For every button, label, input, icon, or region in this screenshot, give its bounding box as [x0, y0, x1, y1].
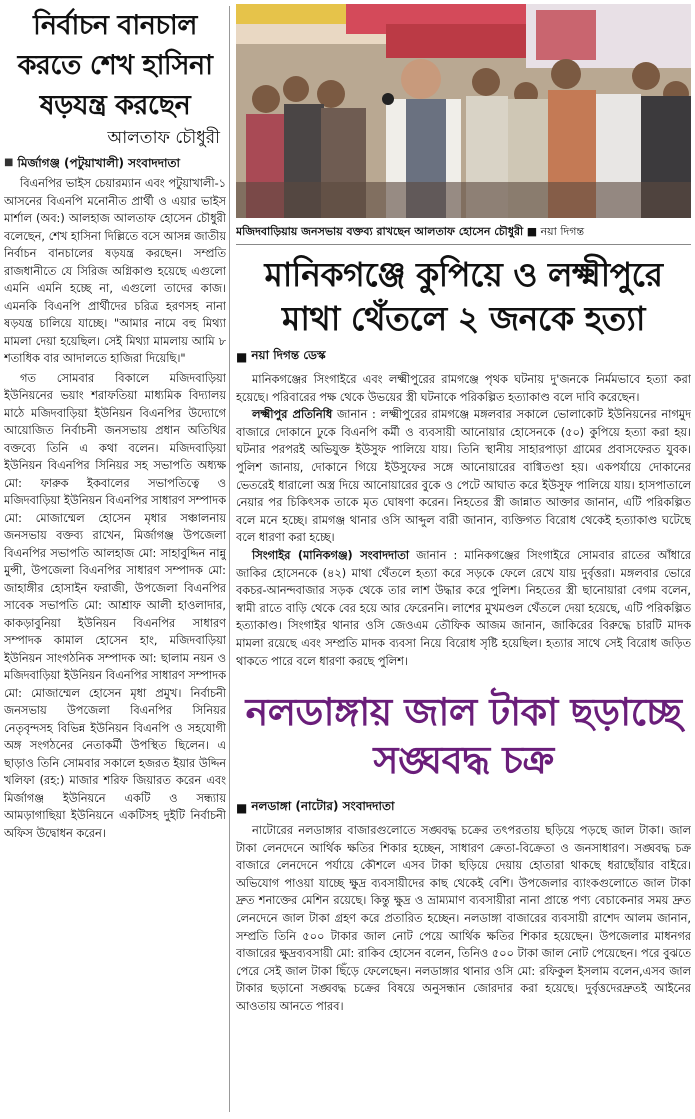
article-two-p2-body: জানান : লক্ষ্মীপুরের রামগঞ্জে মঙ্গলবার সকালে ভোলাকোট ইউনিয়নের নাগমুদ বাজারে দোকানে ঢুকে বিএনপি কর্মী ও ব্যবসায়ী আনোয়ার হোসেনকে (৫০) কুপিয়ে হত্যা করা হয়। ঘটনার পরপরই অভিযুক্ত ইউসুফ পালিয়ে যায়। তিনি স্থানীয় সাহারপাড়া গ্রামের প্রবাসফেরত যুবক। পুলিশ জানায়, দোকানে গিয়ে ইউসুফের সঙ্গে আনোয়ারের বাগ্বিতণ্ডা হয়। একপর্যায়ে দোকানের ভেতরেই ধারালো অস্ত্র দিয়ে আনোয়ারের বুকে ও পেটে আঘাত করে ইউসুফ পালিয়ে যায়। হাসপাতালে নেয়ার পর চিকিৎসক তাকে মৃত ঘোষণা করেন। নিহতের স্ত্রী জান্নাত আক্তার জানান, এটি পরিকল্পিত বলে মনে হচ্ছে। রামগঞ্জ থানার ওসি আব্দুল বারী জানান, ব্যক্তিগত বিরোধ থেকেই হত্যাকাণ্ড ঘটেছে বলে ধারণা করা হচ্ছে।: [236, 408, 691, 545]
right-column: [236, 4, 691, 1116]
article-three-headline: নলডাঙ্গায় জাল টাকা ছড়াচ্ছে সঙ্ঘবদ্ধ চক্র: [245, 690, 682, 783]
bullet-icon: ■: [236, 801, 248, 816]
left-paragraph: গত সোমবার বিকালে মজিদবাড়িয়া ইউনিয়নের ভয়াং শরাফতিয়া মাধ্যমিক বিদ্যালয় মাঠে মজিদবাড়িয়া ইউনিয়ন বিএনপির উদ্যোগে আয়োজিত নির্বাচনী জনসভায় প্রধান অতিথির বক্তব্যে তিনি এ কথা বলেন। মজিদবাড়িয়া ইউনিয়ন বিএনপির সিনিয়র সহ সভাপতি অধ্যক্ষ মো: ফারুক ইকবালের সভাপতিত্বে ও মজিদবাড়িয়া ইউনিয়ন বিএনপির সাধারণ সম্পাদক মো: মোজাম্মেল হোসেন মৃধার সঞ্চালনায় জনসভায় বক্তব্য রাখেন, মির্জাগঞ্জ উপজেলা বিএনপির সভাপতি আলহাজ মো: সাহাবুদ্দিন নান্নু মুন্সী, উপজেলা বিএনপির সাধারণ সম্পাদক মো: জাহাঙ্গীর হোসাইন ফরাজী, উপজেলা বিএনপির সাবেক সভাপতি মো: আশ্রাফ আলী হাওলাদার, কাকড়াবুনিয়া ইউনিয়ন বিএনপির সাধারণ সম্পাদক কামাল হোসেন হাং, মজিদবাড়িয়া ইউনিয়ন সাংগঠনিক সম্পাদক আ: ছালাম নয়ন ও মজিদবাড়িয়া ইউনিয়ন বিএনপির সাধারণ সম্পাদক মো: মোজাম্মেল হোসেন মৃধা প্রমুখ। নির্বাচনী জনসভায় উপজেলা বিএনপির সিনিয়র নেতৃবৃন্দসহ বিভিন্ন ইউনিয়ন বিএনপি ও সহযোগী অঙ্গ সংগঠনের নেতাকর্মী উপস্থিত ছিলেন। এ ছাড়াও তিনি সোমবার সকালে হজরত ইয়ার উদ্দিন খলিফা (রহ:) মাজার শরিফ জিয়ারত করেন এবং মির্জাগঞ্জ ইউনিয়নে একটি ও সন্ধ্যায় আমড়াগাছিয়া ইউনিয়নে একটিসহ দুইটি নির্বাচনী অফিস উদ্বোধন করেন।: [4, 371, 226, 840]
article-two-desk: [236, 347, 691, 367]
left-paragraph: বিএনপির ভাইস চেয়ারম্যান এবং পটুয়াখালী-১ আসনের বিএনপি মনোনীত প্রার্থী ও এয়ার ভাইস মার্শাল (অব:) আলহাজ আলতাফ হোসেন চৌধুরী বলেছেন, শেখ হাসিনা দিল্লিতে বসে আসন্ন জাতীয় নির্বাচন বানচালের ষড়যন্ত্র করছেন। সম্প্রতি রাজধানীতে যে সিরিজ অগ্নিকাণ্ড হয়েছে এগুলো এমনি এমনি হচ্ছে না, এগুলো তাদের কাজ। এমনকি বিএনপি প্রার্থীদের চরিত্র হরণসহ নানা ষড়যন্ত্র চালিয়ে যাচ্ছে। "আমার নামে বহু মিথ্যা মামলা দেয়া হয়েছিল। সেই মিথ্যা মামলায় আমি ৮ শতাধিক বার আদালতে হাজিরা দিয়েছি।": [4, 177, 226, 365]
article-two-paragraph-2: [236, 406, 691, 547]
article-two-paragraph-3: [236, 547, 691, 670]
caption-text: মজিদবাড়িয়ায় জনসভায় বক্তব্য রাখছেন আলতাফ হোসেন চৌধুরী: [236, 225, 524, 238]
article-three-dateline-text: নলডাঙ্গা (নাটোর) সংবাদদাতা: [251, 799, 395, 814]
bullet-icon: ■: [236, 350, 248, 364]
article-two-p3-body: জানান : মানিকগঞ্জের সিংগাইরে সোমবার রাতের আঁধারে জাকির হোসেনকে (৪২) মাথা থেঁতলে হত্যা করে সড়কে ফেলে রেখে যায় দুর্বৃত্তরা। মঙ্গলবার ভোরে বকচর-আনন্দবাজার সড়ক থেকে তার লাশ উদ্ধার করে পুলিশ। নিহতের স্ত্রী ছানোয়ারা বেগম বলেন, স্বামী রাতে বাড়ি থেকে বের হয়ে আর ফেরেননি। লাশের মুখমণ্ডল থেঁতলে দেয়া হয়েছে, এটি পরিকল্পিত হত্যাকাণ্ড। সিংগাইর থানার ওসি জেওএম তৌফিক আজম জানান, জাকিরের বিরুদ্ধে চারটি মাদক মামলা রয়েছে এবং সম্প্রতি মাদক ব্যবসা নিয়ে বিরোধ সৃষ্টি হয়েছিল। হত্যার সাথে সেই বিরোধ জড়িত থাকতে পারে বলে ধারণা করছে পুলিশ।: [236, 548, 691, 668]
photo-caption: [236, 218, 691, 245]
article-two-headline: মানিকগঞ্জে কুপিয়ে ও লক্ষ্মীপুরে মাথা থেঁতলে ২ জনকে হত্যা: [264, 255, 663, 338]
article-two-desk-text: নয়া দিগন্ত ডেস্ক: [251, 348, 326, 362]
article-two-p3-lead: সিংগাইর (মানিকগঞ্জ) সংবাদদাতা: [252, 548, 409, 562]
left-dateline: [4, 154, 226, 172]
caption-source: নয়া দিগন্ত: [540, 225, 585, 238]
article-two-p2-lead: লক্ষ্মীপুর প্রতিনিধি: [252, 408, 333, 422]
rally-photo-illustration: [236, 4, 691, 218]
left-headline: নির্বাচন বানচাল করতে শেখ হাসিনা ষড়যন্ত্র করছেন: [17, 10, 213, 121]
article-two-intro: মানিকগঞ্জের সিংগাইরে এবং লক্ষ্মীপুরের রামগঞ্জে পৃথক ঘটনায় দু'জনকে নির্মমভাবে হত্যা করা হয়েছে। পরিবারের পক্ষ থেকে উভয়ের স্ত্রী ঘটনাকে পরিকল্পিত হত্যাকাণ্ড বলে দাবি করেছেন।: [236, 373, 691, 404]
bullet-icon: ■: [526, 225, 541, 238]
left-article: [4, 4, 226, 1114]
rally-photo: [236, 4, 691, 218]
article-three-body: নাটোরের নলডাঙ্গার বাজারগুলোতে সঙ্ঘবদ্ধ চক্রের তৎপরতায় ছড়িয়ে পড়ছে জাল টাকা। জাল টাকা লেনদেনে আর্থিক ক্ষতির শিকার হচ্ছেন, সাধারণ ক্রেতা-বিক্রেতা ও জনসাধারণ। সঙ্ঘবদ্ধ চক্র বাজারে লেনদেনে পর্যায়ে কৌশলে এসব টাকা ছড়িয়ে দেয়ায় হোতারা থাকছে ধরাছোঁয়ার বাইরে। অভিযোগ পাওয়া যাচ্ছে ক্ষুদ্র ব্যবসায়ীদের কাছ থেকেই বেশি। উপজেলার ব্যাংকগুলোতে জাল টাকা দ্রুত শনাক্তের মেশিন রয়েছে। কিন্তু ক্ষুদ্র ও ভ্রাম্যমাণ ব্যবসায়ীরা নানা প্রান্তে পণ্য বেচাকেনার সময় দ্রুত লেনদেনে জাল টাকা গ্রহণ করে প্রতারিত হচ্ছেন। নলডাঙ্গা বাজারের ব্যবসায়ী রাশেদ আলম জানান, সম্প্রতি তিনি ৫০০ টাকার জাল নোট পেয়ে আর্থিক ক্ষতির শিকার হয়েছেন। উপজেলার মাধনগর বাজারের ক্ষুদ্রব্যবসায়ী মো: রাকিব হোসেন বলেন, তিনিও ৫০০ টাকা জাল নোট পেয়েছেন। পরে বুঝতে পেরে সেই জাল টাকা ছিঁড়ে ফেলেছেন। নলডাঙ্গার থানার ওসি মো: রফিকুল ইসলাম বলেন,এসব জাল টাকার ছড়ানো সঙ্ঘবদ্ধ চক্রের বিষয়ে অনুসন্ধান জোরদার করা হয়েছে। দুর্বৃত্তদেরদ্রুতই আইনের আওতায় আনতে পারব।: [236, 824, 691, 1014]
bullet-icon: ■: [4, 157, 14, 168]
left-byline: আলতাফ চৌধুরী: [107, 128, 220, 148]
column-divider: [229, 6, 230, 1112]
left-dateline-text: মির্জাগঞ্জ (পটুয়াখালী) সংবাদদাতা: [17, 156, 180, 170]
article-three-dateline: [236, 798, 691, 818]
